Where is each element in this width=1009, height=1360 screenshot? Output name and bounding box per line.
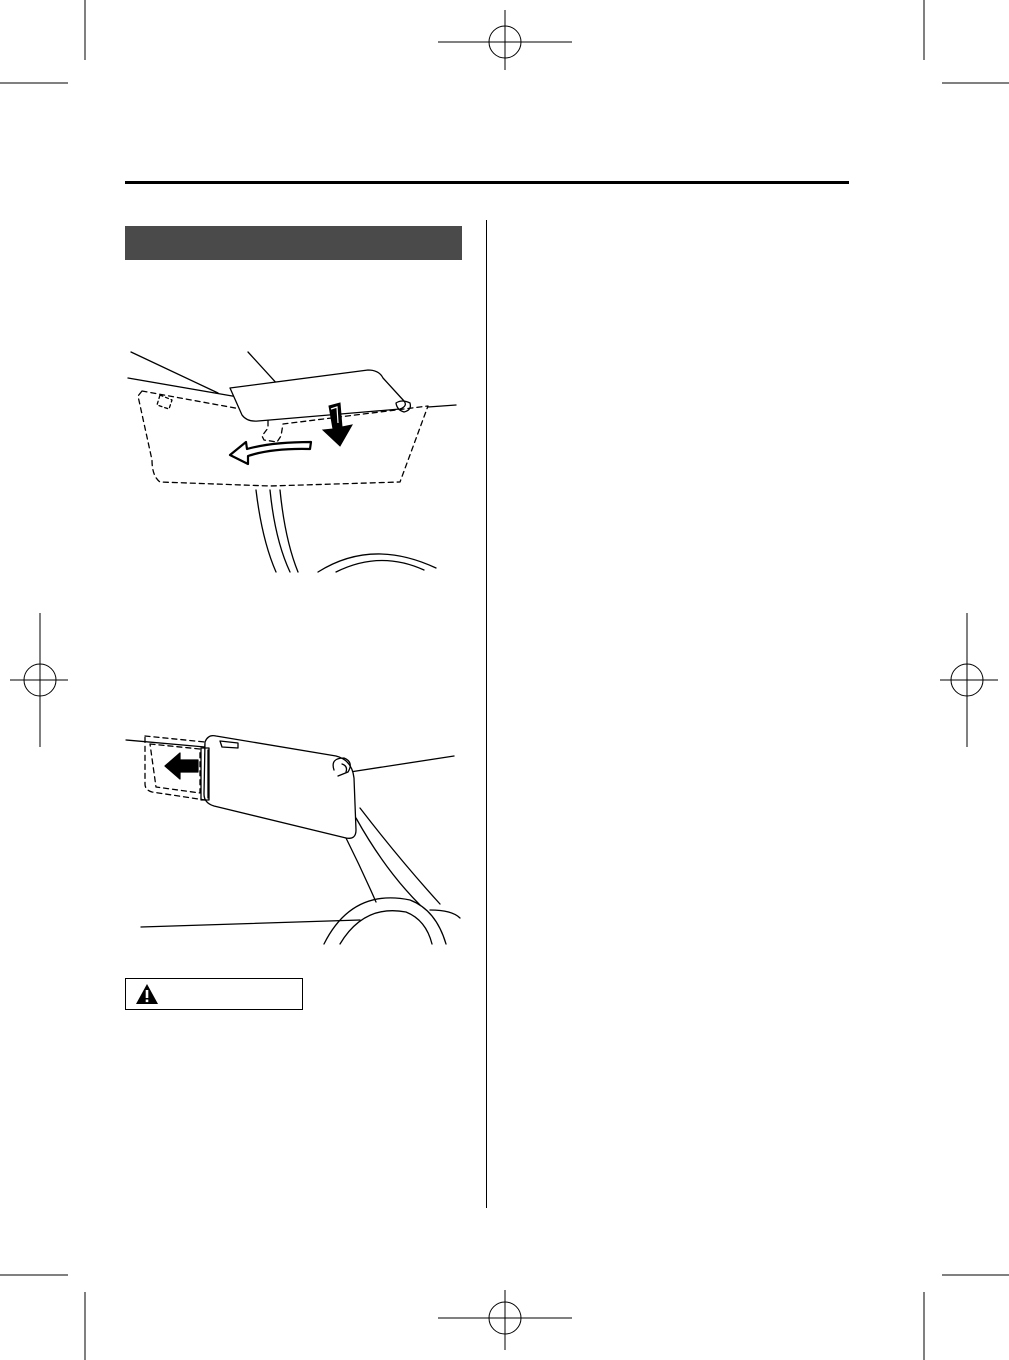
dashboard-line [430, 910, 460, 918]
a-pillar-line [356, 818, 420, 905]
windshield-header-line [350, 756, 454, 772]
sun-visor [204, 736, 356, 839]
slide-out-arrow-icon [165, 753, 198, 779]
a-pillar-line [360, 808, 440, 904]
dashboard-line [141, 920, 360, 927]
steering-wheel [340, 911, 432, 944]
warning-box [125, 978, 303, 1010]
warning-triangle-icon [135, 983, 159, 1005]
a-pillar-line [346, 838, 376, 902]
